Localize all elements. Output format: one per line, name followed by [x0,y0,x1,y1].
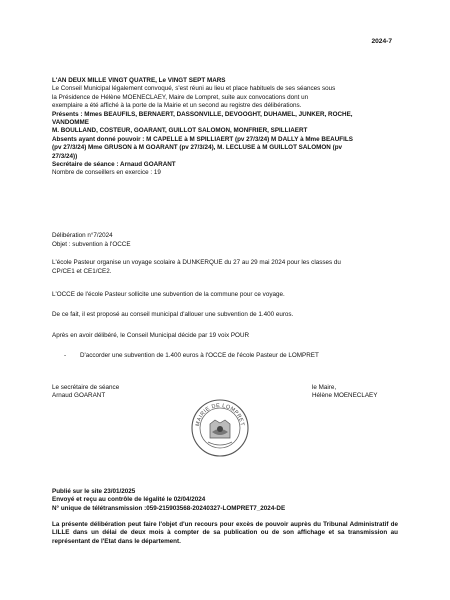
session-secretary: Secrétaire de séance : Arnaud GOARANT [52,161,176,169]
decision-bullet [64,352,319,360]
secretary-name: Arnaud GOARANT [52,392,106,400]
absent-members-line-3: 27/3/24)) [52,152,78,160]
paragraph-trip-line-1: L'école Pasteur organise un voyage scolaire à DUNKERQUE du 27 au 29 mai 2024 pour les classes du [52,259,341,266]
paragraph-proposal: De ce fait, il est proposé au conseil municipal d'allouer une subvention de 1.400 euros. [52,311,294,318]
meeting-intro-line-3: exemplaire a été affiché à la porte de la Mairie et un second au registre des délibérations. [52,102,302,110]
present-members-line-3: M. BOULLAND, COSTEUR, GOARANT, GUILLOT SALOMON, MONFRIER, SPILLIAERT [52,127,308,135]
decision-text: D'accorder une subvention de 1.400 euros à l'OCCE de l'école Pasteur de LOMPRET [80,352,319,359]
deliberation-number: Délibération n°7/2024 [52,232,113,239]
present-members-line-1: Présents : Mmes BEAUFILS, BERNAERT, DASSONVILLE, DEVOOGHT, DUHAMEL, JUNKER, ROCHE, [52,110,353,118]
appeal-notice: La présente délibération peut faire l'objet d'un recours pour excès de pouvoir auprès du Tribunal Administratif de LILLE dans un délai de deux mois à compter de sa publication ou de son affichage et sa transmission au représentant de l'Etat dans le département. [52,521,398,545]
legality-control-date: Envoyé et reçu au contrôle de légalité le 02/04/2024 [52,496,206,504]
transmission-footer [52,488,285,513]
present-members-line-2: VANDOMME [52,119,89,127]
councillor-count: Nombre de conseillers en exercice : 19 [52,169,161,177]
transmission-number: N° unique de télétransmission :059-215903568-20240327-LOMPRET7_2024-DE [52,504,286,512]
meeting-date: L'AN DEUX MILLE VINGT QUATRE, Le VINGT SEPT MARS [52,77,226,84]
mayor-name: Hélène MOENECLAEY [312,392,378,400]
meeting-header [52,77,400,178]
absent-members-line-1: Absents ayant donné pouvoir : M CAPELLE à M SPILLIAERT (pv 27/3/24) M DALLY à Mme BEAUFILS [52,135,353,143]
paragraph-trip-line-2: CP/CE1 et CE1/CE2. [52,268,112,275]
secretary-title: Le secrétaire de séance [52,384,120,391]
bullet-dash: - [64,352,67,359]
svg-text:MAIRIE DE LOMPRET: MAIRIE DE LOMPRET [195,402,245,427]
document-reference: 2024-7 [371,38,392,45]
deliberation-subject: Objet : subvention à l'OCCE [52,241,131,248]
mayor-title: le Maire, [312,384,337,391]
publication-date: Publié sur le site 23/01/2025 [52,488,136,495]
town-hall-seal [190,398,250,458]
paragraph-vote: Après en avoir délibéré, le Conseil Municipal décide par 19 voix POUR [52,332,250,339]
secretary-signature-block [52,384,119,401]
meeting-intro-line-1: Le Conseil Municipal légalement convoqué, s'est réuni au lieu et place habituels de ses séances sous [52,85,336,93]
meeting-intro-line-2: la Présidence de Hélène MOENECLAEY, Maire de Lompret, suite aux convocations dont un [52,93,309,101]
mayor-signature-block [312,384,377,401]
seal-icon [190,398,250,458]
paragraph-request: L'OCCE de l'école Pasteur sollicite une subvention de la commune pour ce voyage. [52,291,285,298]
absent-members-line-2: (pv 27/3/24) Mme GRUSON à M GOARANT (pv 27/3/24), M. LECLUSE à M GUILLOT SALOMON (pv [52,144,343,152]
